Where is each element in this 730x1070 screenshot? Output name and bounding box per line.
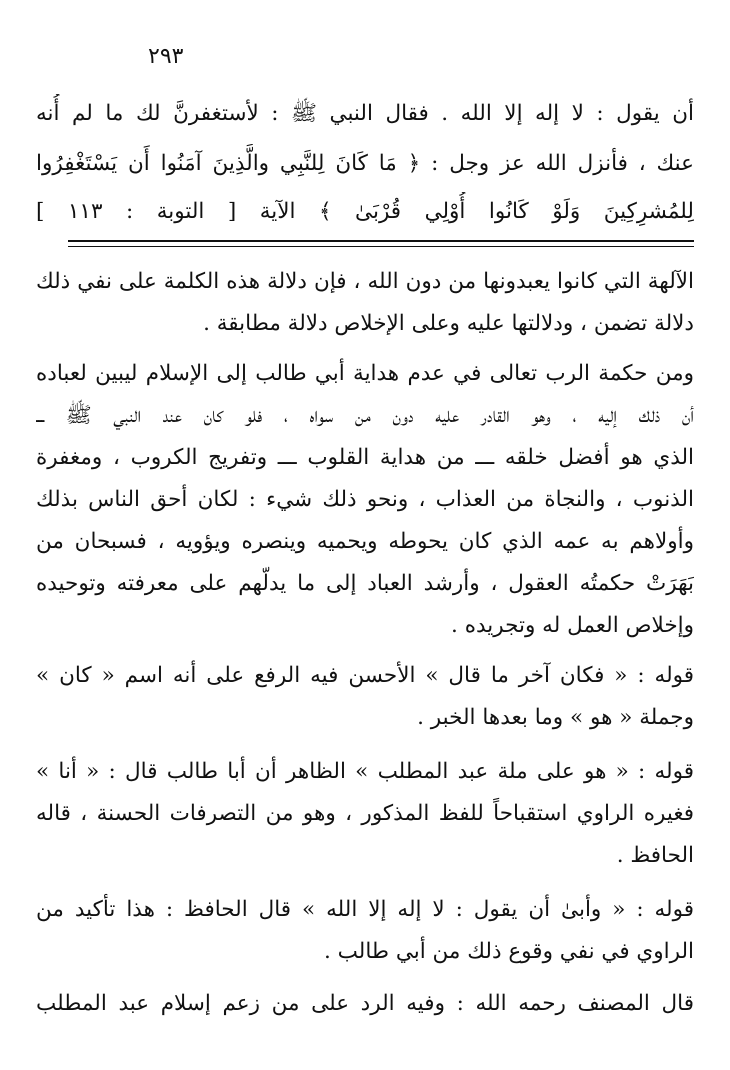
divider-top bbox=[68, 240, 694, 242]
quote-line: عنك ، فأنزل الله عز وجل : ﴿ مَا كَانَ لِلنَّبِي والَّذِينَ آمَنُوا أَن يَسْتَغْفِرُوا bbox=[36, 151, 694, 176]
text-line: الذنوب ، والنجاة من العذاب ، ونحو ذلك شيء : لكان أحق الناس بذلك bbox=[36, 487, 694, 512]
text-line: الراوي في نفي وقوع ذلك من أبي طالب . bbox=[324, 939, 694, 964]
text-line: الآلهة التي كانوا يعبدونها من دون الله ، فإن دلالة هذه الكلمة على نفي ذلك bbox=[36, 269, 694, 294]
text-line: أن ذلك إليه ، وهو القادر عليه دون من سواه ، فلو كان عند النبي ﷺ ـــ bbox=[36, 403, 694, 428]
page-number: ٢٩٣ bbox=[148, 44, 184, 69]
text-line: قوله : « فكان آخر ما قال » الأحسن فيه الرفع على أنه اسم « كان » bbox=[36, 663, 694, 688]
text-line: بَهَرَتْ حكمتُه العقول ، وأرشد العباد إلى ما يدلّهم على معرفته وتوحيده bbox=[36, 571, 694, 596]
text-line: فغيره الراوي استقباحاً للفظ المذكور ، وهو من التصرفات الحسنة ، قاله bbox=[36, 801, 694, 826]
quote-line: أن يقول : لا إله إلا الله . فقال النبي ﷺ : لأستغفرنَّ لك ما لم أُنه bbox=[36, 101, 694, 126]
text-line: وجملة « هو » وما بعدها الخبر . bbox=[417, 705, 694, 730]
text-line: ومن حكمة الرب تعالى في عدم هداية أبي طالب إلى الإسلام ليبين لعباده bbox=[36, 361, 694, 386]
text-line: وإخلاص العمل له وتجريده . bbox=[451, 613, 694, 638]
divider-bottom bbox=[68, 246, 694, 247]
text-line: الذي هو أفضل خلقه ـــ من هداية القلوب ـــ وتفريج الكروب ، ومغفرة bbox=[36, 445, 694, 470]
text-line: دلالة تضمن ، ودلالتها عليه وعلى الإخلاص دلالة مطابقة . bbox=[203, 311, 694, 336]
text-line: قوله : « هو على ملة عبد المطلب » الظاهر أن أبا طالب قال : « أنا » bbox=[36, 759, 694, 784]
text-line: قوله : « وأبىٰ أن يقول : لا إله إلا الله » قال الحافظ : هذا تأكيد من bbox=[36, 897, 694, 922]
text-line: الحافظ . bbox=[616, 843, 694, 868]
text-line: قال المصنف رحمه الله : وفيه الرد على من زعم إسلام عبد المطلب bbox=[36, 991, 694, 1016]
text-line: وأولاهم به عمه الذي كان يحوطه ويحميه وينصره ويؤويه ، فسبحان من bbox=[36, 529, 694, 554]
quote-line: لِلمُشرِكِينَ وَلَوْ كَانُوا أُوْلِي قُرْبَىٰ ﴾ الآية [ التوبة : ١١٣ ] bbox=[36, 199, 694, 224]
